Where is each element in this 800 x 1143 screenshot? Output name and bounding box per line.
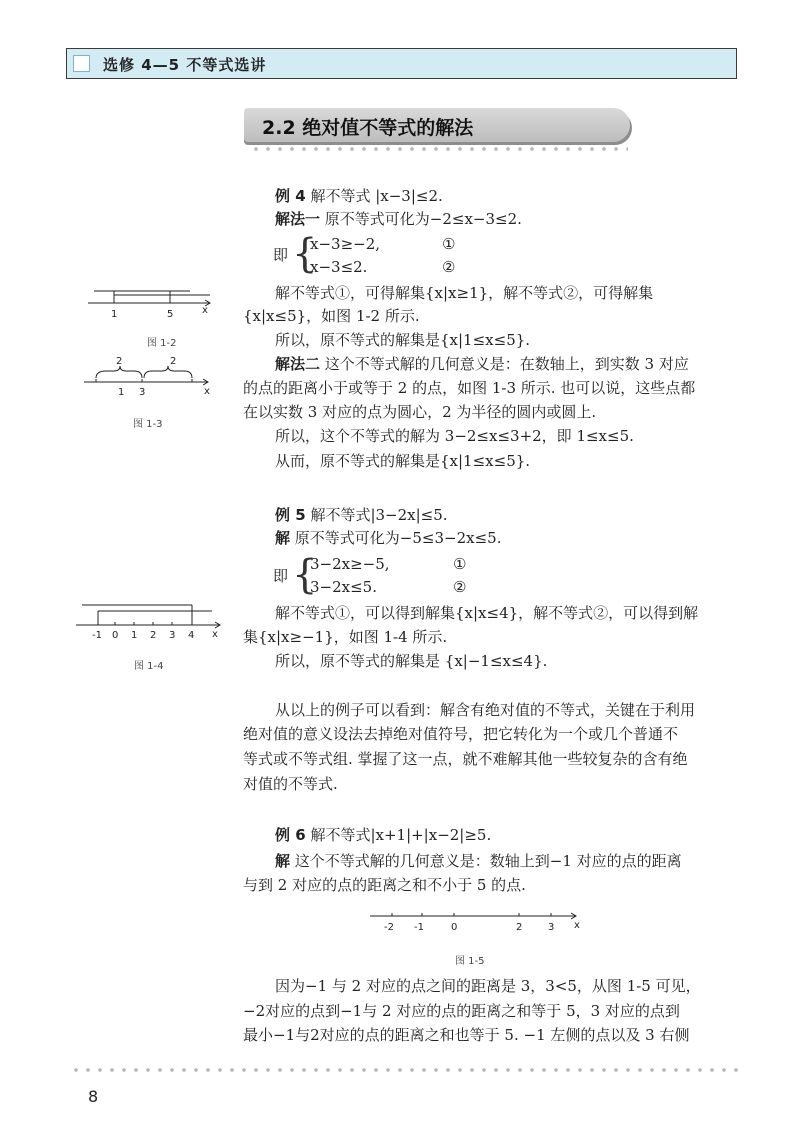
example4-system-eq2: x−3≤2. <box>310 258 368 276</box>
figure-caption: 图 1-3 <box>133 419 163 430</box>
example4-paragraph: 解不等式①，可得解集{x|x≥1}，解不等式②，可得解集 <box>275 284 654 302</box>
example4-title <box>275 185 443 207</box>
tick-label: 3 <box>169 630 176 641</box>
tick-label: 2 <box>516 922 523 933</box>
running-header-title: 选修 4—5 不等式选讲 <box>103 56 267 74</box>
tick-label: 1 <box>131 630 138 641</box>
example5-system-eq1: 3−2x≥−5, <box>310 555 390 573</box>
example6-paragraph: −2对应的点到−1与 2 对应的点的距离之和等于 5，3 对应的点到 <box>243 1002 680 1020</box>
brace-label: 2 <box>170 356 177 367</box>
example6-paragraph: 最小−1与2对应的点的距离之和也等于 5. −1 左侧的点以及 3 右侧 <box>243 1026 690 1044</box>
figure-1-4-number-line <box>72 597 232 647</box>
tick-label: 3 <box>548 922 555 933</box>
example4-paragraph: 所以，原不等式的解集是{x|1≤x≤5}. <box>275 331 531 349</box>
tick-label: 4 <box>188 630 195 641</box>
tick-label: 1 <box>111 309 118 320</box>
distance-brace <box>144 366 192 378</box>
example4-method2-label: 解法二 <box>275 355 321 373</box>
example4-system-eq2-number: ② <box>442 258 456 276</box>
figure-1-3-number-line <box>82 352 222 407</box>
tick-label: 2 <box>150 630 157 641</box>
example5-solution-label: 解 <box>275 529 291 547</box>
example5-statement: 解不等式|3−2x|≤5. <box>305 506 448 524</box>
example5-solution <box>275 527 501 549</box>
example6-title <box>275 824 491 846</box>
section-title <box>244 108 630 142</box>
figure-caption: 图 1-5 <box>455 956 485 967</box>
example6-paragraph: 因为−1 与 2 对应的点之间的距离是 3，3<5，从图 1-5 可见， <box>275 977 701 995</box>
distance-brace <box>96 366 142 378</box>
tick-label: 3 <box>139 387 146 398</box>
example5-label: 例 5 <box>275 506 306 524</box>
figure-1-2-number-line <box>82 265 222 325</box>
tick-label: 0 <box>112 630 119 641</box>
example4-system-brace: { <box>292 231 318 277</box>
section-title-text: 2.2 绝对值不等式的解法 <box>262 117 474 139</box>
example4-method1-label: 解法一 <box>275 210 321 228</box>
example5-system-prefix: 即 <box>273 567 289 585</box>
section-divider-dots <box>250 146 628 152</box>
tick-label: -1 <box>92 630 102 641</box>
example4-method1-text: 原不等式可化为−2≤x−3≤2. <box>320 210 522 228</box>
example4-method2-text: 这个不等式解的几何意义是：在数轴上，到实数 3 对应 <box>320 355 689 373</box>
example4-paragraph: 所以，这个不等式的解为 3−2≤x≤3+2，即 1≤x≤5. <box>275 427 634 445</box>
summary-paragraph: 对值的不等式. <box>243 775 338 793</box>
example4-method1 <box>275 208 522 230</box>
example4-paragraph: 在以实数 3 对应的点为圆心，2 为半径的圆内或圆上. <box>243 403 597 421</box>
header-square-icon <box>73 55 90 72</box>
example5-system-eq2: 3−2x≤5. <box>310 578 377 596</box>
brace-label: 2 <box>116 356 123 367</box>
tick-label: -2 <box>384 922 394 933</box>
example6-solution-label: 解 <box>275 852 291 870</box>
example5-system-brace: { <box>292 552 318 598</box>
example4-system-eq1-number: ① <box>442 235 456 253</box>
example5-title <box>275 504 448 526</box>
figure-caption: 图 1-4 <box>134 661 164 672</box>
tick-label: 0 <box>451 922 458 933</box>
example4-paragraph: 从而，原不等式的解集是{x|1≤x≤5}. <box>275 452 531 470</box>
example5-paragraph: 解不等式①，可以得到解集{x|x≤4}，解不等式②，可以得到解 <box>275 604 699 622</box>
example4-paragraph: {x|x≤5}，如图 1-2 所示. <box>243 307 420 325</box>
axis-label: x <box>204 386 210 397</box>
example4-label: 例 4 <box>275 187 306 205</box>
tick-label: 5 <box>167 309 174 320</box>
example6-solution-text: 这个不等式解的几何意义是：数轴上到−1 对应的点的距离 <box>290 852 682 870</box>
running-header <box>66 48 737 79</box>
axis-label: x <box>202 305 208 316</box>
example6-statement: 解不等式|x+1|+|x−2|≥5. <box>305 826 492 844</box>
example4-system-prefix: 即 <box>273 246 289 264</box>
summary-paragraph: 从以上的例子可以看到：解含有绝对值的不等式，关键在于利用 <box>275 701 696 719</box>
example5-paragraph: 所以，原不等式的解集是 {x|−1≤x≤4}. <box>275 652 548 670</box>
axis-label: x <box>212 629 218 640</box>
example5-solution-text: 原不等式可化为−5≤3−2x≤5. <box>290 529 502 547</box>
figure-1-5-number-line <box>366 904 586 938</box>
axis-label: x <box>574 920 580 931</box>
example6-paragraph: 与到 2 对应的点的距离之和不小于 5 的点. <box>243 876 526 894</box>
example5-paragraph: 集{x|x≥−1}，如图 1-4 所示. <box>243 628 448 646</box>
example6-solution <box>275 850 682 872</box>
example4-method2 <box>275 353 689 375</box>
tick-label: 1 <box>118 387 125 398</box>
example4-system-eq1: x−3≥−2, <box>310 235 381 253</box>
example4-statement: 解不等式 |x−3|≤2. <box>305 187 443 205</box>
example4-paragraph: 的点的距离小于或等于 2 的点，如图 1-3 所示. 也可以说，这些点都 <box>243 379 696 397</box>
example6-label: 例 6 <box>275 826 306 844</box>
footer-divider-dots <box>70 1067 744 1073</box>
figure-caption: 图 1-2 <box>147 338 177 349</box>
summary-paragraph: 绝对值的意义设法去掉绝对值符号，把它转化为一个或几个普通不 <box>243 725 679 743</box>
example5-system-eq2-number: ② <box>453 578 467 596</box>
example5-system-eq1-number: ① <box>453 555 467 573</box>
page-number: 8 <box>88 1087 99 1106</box>
tick-label: -1 <box>414 922 424 933</box>
summary-paragraph: 等式或不等式组. 掌握了这一点，就不难解其他一些较复杂的含有绝 <box>243 750 688 768</box>
